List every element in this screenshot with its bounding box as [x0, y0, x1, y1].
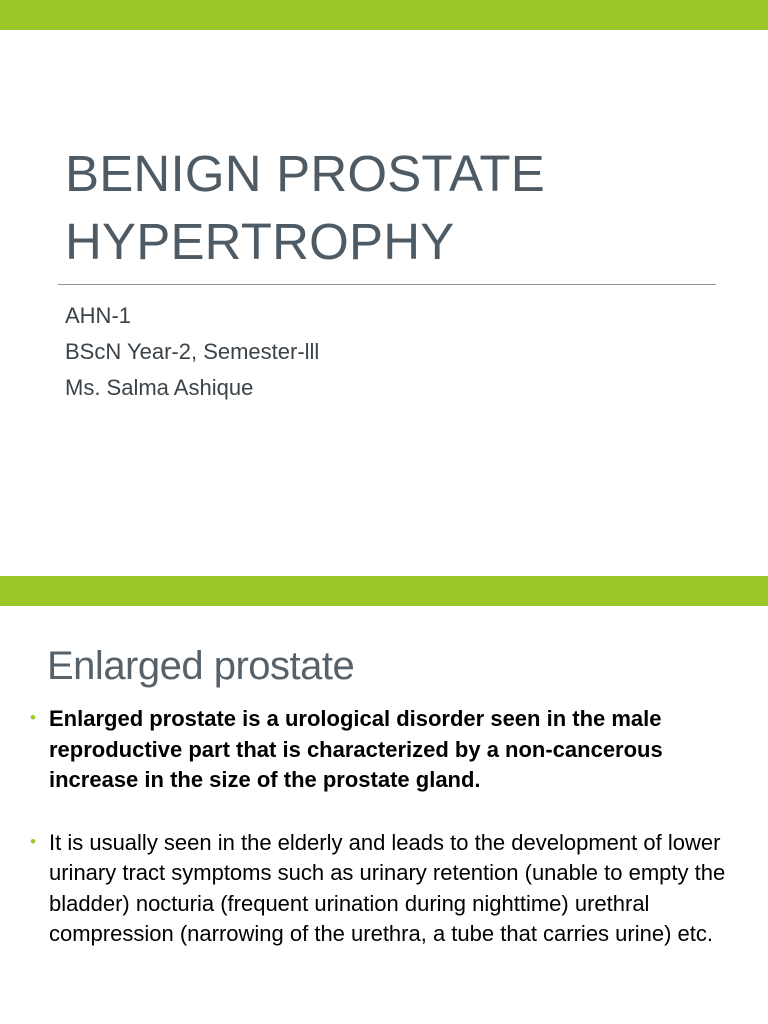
- title-divider: [58, 284, 716, 285]
- bullet-text: It is usually seen in the elderly and leads to the development of lower urinary tract symptoms such as urinary retention (unable to empty the bladder) nocturia (frequent urination during nighttime) urethral compression (narrowing of the urethra, a tube that carries urine) etc.: [49, 829, 726, 946]
- slide-heading: Enlarged prostate: [47, 644, 355, 688]
- subtitle-program: BScN Year-2, Semester-lll: [65, 339, 320, 364]
- bullet-icon: •: [30, 831, 36, 851]
- slide-accent-bar: [0, 576, 768, 606]
- bullet-list: [30, 704, 736, 950]
- subtitle-presenter: Ms. Salma Ashique: [65, 375, 254, 400]
- bullet-text: Enlarged prostate is a urological disorder seen in the male reproductive part that is characterized by a non-cancerous increase in the size of the prostate gland.: [49, 706, 663, 792]
- bullet-item: [30, 704, 736, 796]
- bullet-icon: •: [30, 708, 36, 727]
- slide-subtitle: [65, 298, 319, 406]
- content-slide: [0, 576, 768, 1024]
- slide-title-line: BENIGN PROSTATE: [65, 145, 546, 202]
- bullet-item: [30, 828, 736, 950]
- subtitle-course: AHN-1: [65, 303, 132, 328]
- slide-title: [65, 140, 725, 276]
- slide-accent-bar: [0, 0, 768, 30]
- slide-title-line: HYPERTROPHY: [65, 213, 455, 270]
